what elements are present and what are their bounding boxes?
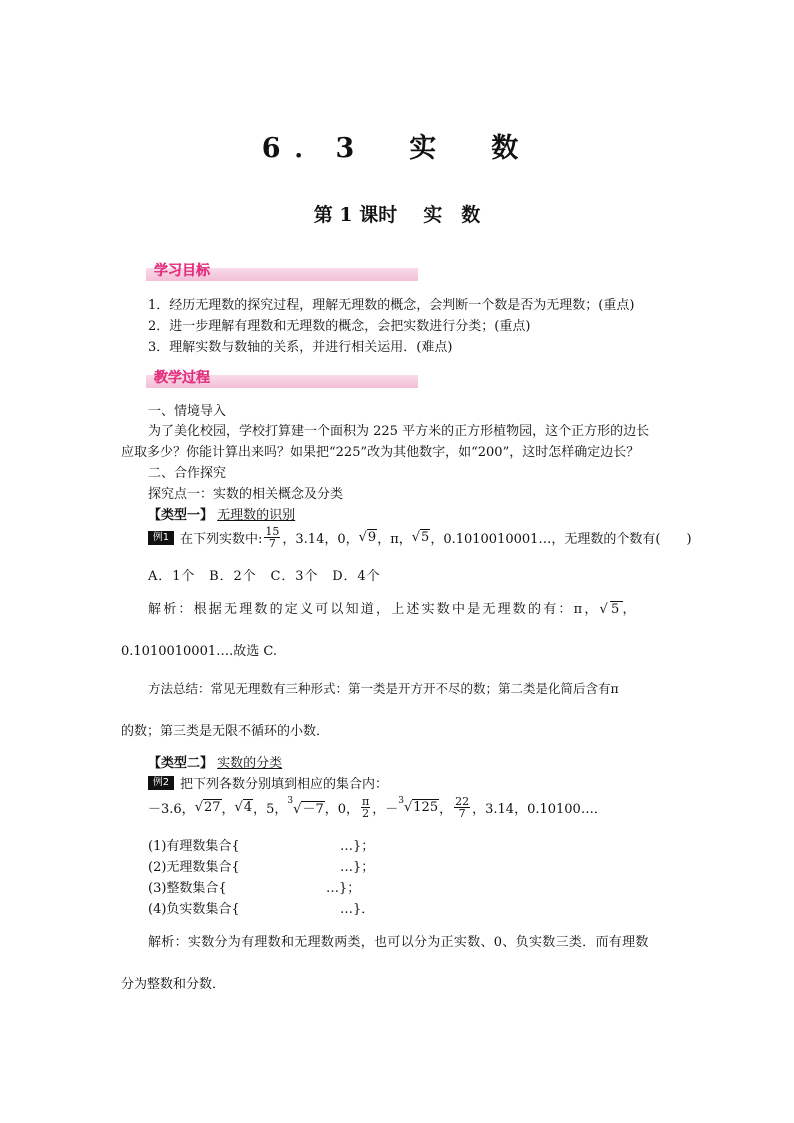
lesson-topic: 实 数 [423, 204, 481, 226]
sqrt-symbol: √27 [194, 800, 221, 815]
set-irrational-close: …}； [340, 860, 375, 875]
set-negative-close: …}． [340, 902, 375, 917]
fraction: $\frac{15}{7}$ [265, 525, 280, 550]
example-2-question: 例2 把下列各数分别填到相应的集合内： [148, 773, 388, 792]
section-label-process: 教学过程 [154, 370, 210, 386]
type-tag: 【类型二】 [148, 756, 214, 771]
type-tag: 【类型一】 [148, 508, 214, 523]
page-title: 6．3 实 数 [261, 133, 533, 164]
explore-point: 探究点一：实数的相关概念及分类 [148, 487, 344, 502]
intro-heading: 一、情境导入 [148, 404, 227, 419]
intro-text-line: 应取多少？你能计算出来吗？如果把“225”改为其他数字，如“200”，这时怎样确定边长？ [121, 445, 640, 460]
set-rational-close: …}； [340, 839, 375, 854]
explore-heading: 二、合作探究 [148, 466, 227, 481]
example-1-question: 例1 在下列实数中: $\frac{15}{7}$ ，3.14，0，√9，π，√5，0.1010010001…，无理数的个数有( ) [148, 526, 692, 549]
example-1-choices: A．1个 B．2个 C．3个 D．4个 [148, 569, 381, 584]
sqrt-symbol: √9 [358, 530, 377, 545]
type-name: 无理数的识别 [217, 508, 296, 523]
set-rational-label: (1)有理数集合{ [148, 839, 240, 854]
type-name: 实数的分类 [217, 756, 283, 771]
fraction: $\frac{\pi}{2}$ [362, 795, 370, 820]
goal-item: 1．经历无理数的探究过程，理解无理数的概念，会判断一个数是否为无理数；(重点) [148, 298, 635, 313]
example-2-numbers: －3.6，√27，√4，5，$^3$√－7，0， $\frac{\pi}{2}$ ，－$^3$√125， $\frac{22}{7}$ ，3.14，0.10100…． [148, 795, 607, 820]
cube-root-symbol: √－7 [293, 802, 324, 817]
fraction: $\frac{22}{7}$ [455, 795, 470, 820]
section-label-goals: 学习目标 [154, 263, 210, 279]
lesson-subtitle [0, 200, 794, 227]
example-badge: 例1 [148, 531, 174, 545]
type-heading-1 [148, 504, 295, 523]
lesson-number: 第 1 课时 [313, 204, 398, 226]
intro-text-line: 为了美化校园，学校打算建一个面积为 225 平方米的正方形植物园，这个正方形的边长 [148, 424, 650, 439]
type-heading-2 [148, 752, 282, 771]
example-2-analysis-cont: 分为整数和分数． [121, 977, 226, 992]
set-negative-label: (4)负实数集合{ [148, 902, 240, 917]
method-summary-cont: 的数；第三类是无限不循环的小数． [121, 724, 330, 739]
cube-root-index: 3 [398, 796, 404, 806]
cube-root-index: 3 [287, 796, 294, 806]
ex1-prefix: 在下列实数中: [180, 532, 263, 547]
set-irrational-label: (2)无理数集合{ [148, 860, 240, 875]
sqrt-symbol: √5 [599, 602, 622, 617]
sqrt-symbol: √5 [411, 530, 430, 545]
example-2-analysis: 解析：实数分为有理数和无理数两类，也可以分为正实数、0、负实数三类．而有理数 [148, 935, 649, 950]
example-badge: 例2 [148, 776, 174, 790]
sqrt-symbol: √4 [234, 800, 253, 815]
goal-item: 2．进一步理解有理数和无理数的概念，会把实数进行分类；(重点) [148, 319, 531, 334]
example-1-analysis-cont: 0.1010010001….故选 C. [121, 644, 277, 659]
cube-root-symbol: √125 [403, 800, 439, 815]
goal-item: 3．理解实数与数轴的关系，并进行相关运用．(难点) [148, 340, 453, 355]
example-1-analysis: 解析：根据无理数的定义可以知道，上述实数中是无理数的有：π，√5， [148, 602, 638, 617]
set-integer-close: …}； [326, 881, 361, 896]
method-summary: 方法总结：常见无理数有三种形式：第一类是开方开不尽的数；第二类是化简后含有π [148, 681, 619, 696]
set-integer-label: (3)整数集合{ [148, 881, 227, 896]
